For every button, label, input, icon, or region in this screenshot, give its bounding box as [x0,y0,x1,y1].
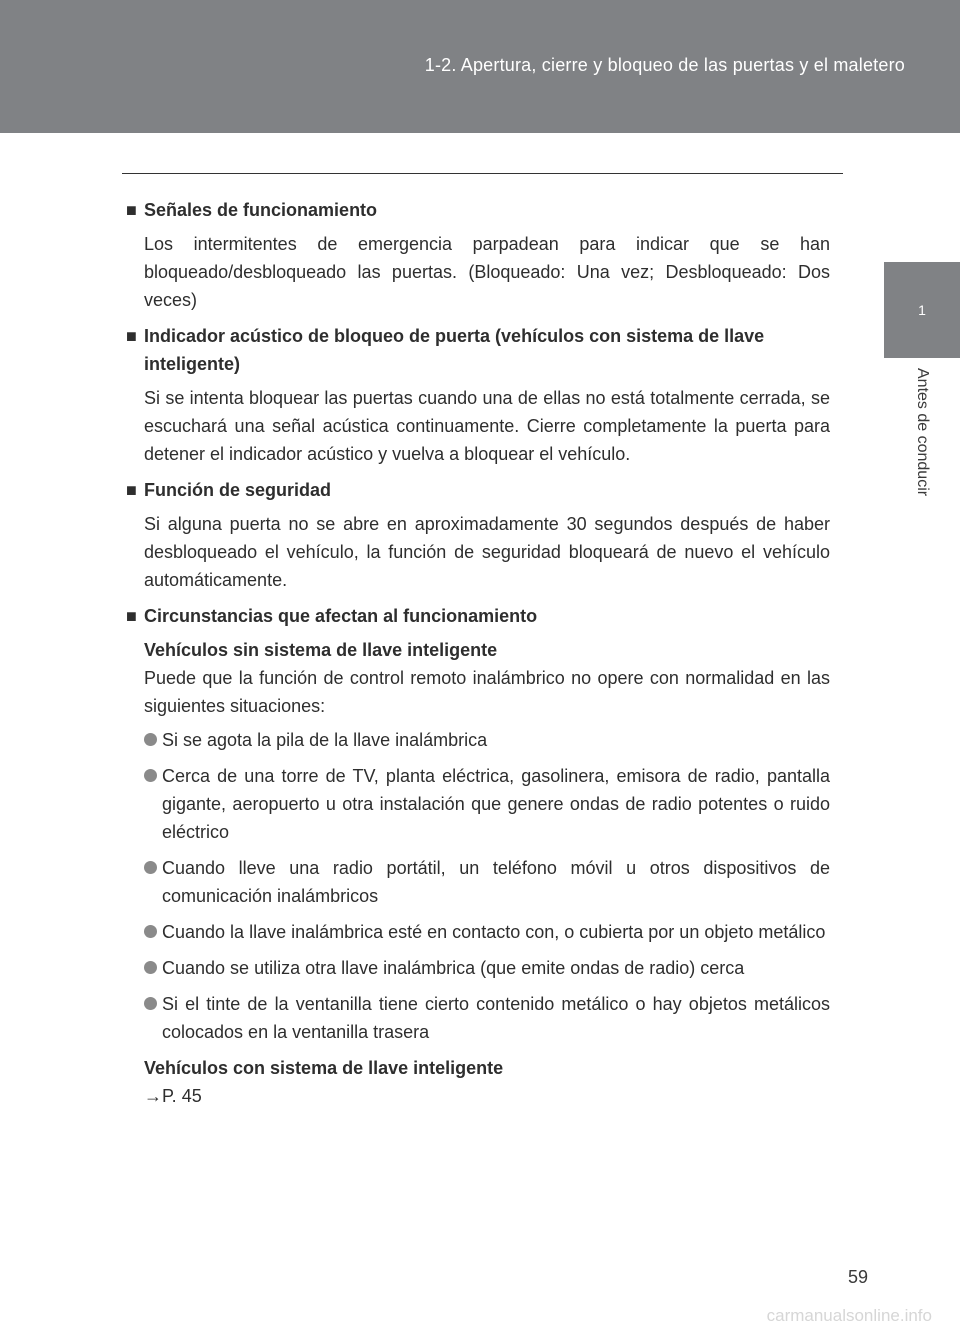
list-item-text: Cerca de una torre de TV, planta eléctrica, gasolinera, emisora de radio, pantalla gigante, aeropuerto u otra instalación que genere ondas de radio potentes o ruido eléctrico [162,766,830,842]
section-heading [126,602,830,630]
square-bullet-icon: ■ [126,480,137,500]
chapter-label: Antes de conducir [914,368,931,497]
list-item [144,854,830,910]
section-heading [126,196,830,224]
conditions-list [144,726,830,1046]
list-item-text: Si el tinte de la ventanilla tiene cierto contenido metálico o hay objetos metálicos colocados en la ventanilla trasera [162,994,830,1042]
list-item-text: Cuando se utiliza otra llave inalámbrica (que emite ondas de radio) cerca [162,958,745,978]
list-item-text: Cuando la llave inalámbrica esté en contacto con, o cubierta por un objeto metálico [162,922,826,942]
page-content [126,196,830,1110]
subsection-paragraph: Puede que la función de control remoto inalámbrico no opere con normalidad en las siguientes situaciones: [144,668,830,716]
round-bullet-icon [144,961,157,974]
list-item-text: Cuando lleve una radio portátil, un teléfono móvil u otros dispositivos de comunicación inalámbricos [162,858,830,906]
list-item [144,918,830,946]
round-bullet-icon [144,925,157,938]
section-title: 1-2. Apertura, cierre y bloqueo de las puertas y el maletero [424,55,905,75]
page-number: 59 [848,1267,869,1287]
list-item-text: Si se agota la pila de la llave inalámbrica [162,730,488,750]
section-paragraph: Si alguna puerta no se abre en aproximadamente 30 segundos después de haber desbloqueado el vehículo, la función de seguridad bloqueará de nuevo el vehículo automáticamente. [144,514,830,590]
section-heading-text: Función de seguridad [144,480,332,500]
chapter-number: 1 [918,302,926,318]
chapter-tab[interactable] [884,262,960,358]
section-heading [126,322,830,378]
list-item [144,726,830,754]
round-bullet-icon [144,733,157,746]
subsection-heading: Vehículos con sistema de llave inteligente [144,1058,504,1078]
round-bullet-icon [144,769,157,782]
subsection-heading: Vehículos sin sistema de llave inteligente [144,640,498,660]
list-item [144,954,830,982]
square-bullet-icon: ■ [126,326,137,346]
square-bullet-icon: ■ [126,200,137,220]
chapter-label-container [884,368,960,538]
section-paragraph: Los intermitentes de emergencia parpadean para indicar que se han bloqueado/desbloqueado las puertas. (Bloqueado: Una vez; Desbloqueado: Dos veces) [144,234,830,310]
list-item [144,990,830,1046]
section-heading-text: Indicador acústico de bloqueo de puerta (vehículos con sistema de llave inteligente) [144,326,765,374]
section-paragraph: Si se intenta bloquear las puertas cuando una de ellas no está totalmente cerrada, se escuchará una señal acústica continuamente. Cierre completamente la puerta para detener el indicador acústico y vuelva a bloquear el vehículo. [144,388,830,464]
top-rule [122,173,843,174]
header-bar [0,0,960,133]
section-heading-text: Señales de funcionamiento [144,200,378,220]
round-bullet-icon [144,997,157,1010]
section-heading-text: Circunstancias que afectan al funcionamiento [144,606,538,626]
square-bullet-icon: ■ [126,606,137,626]
section-heading [126,476,830,504]
round-bullet-icon [144,861,157,874]
list-item [144,762,830,846]
page-reference-link[interactable]: →P. 45 [144,1086,202,1106]
watermark: carmanualsonline.info [766,1306,932,1325]
